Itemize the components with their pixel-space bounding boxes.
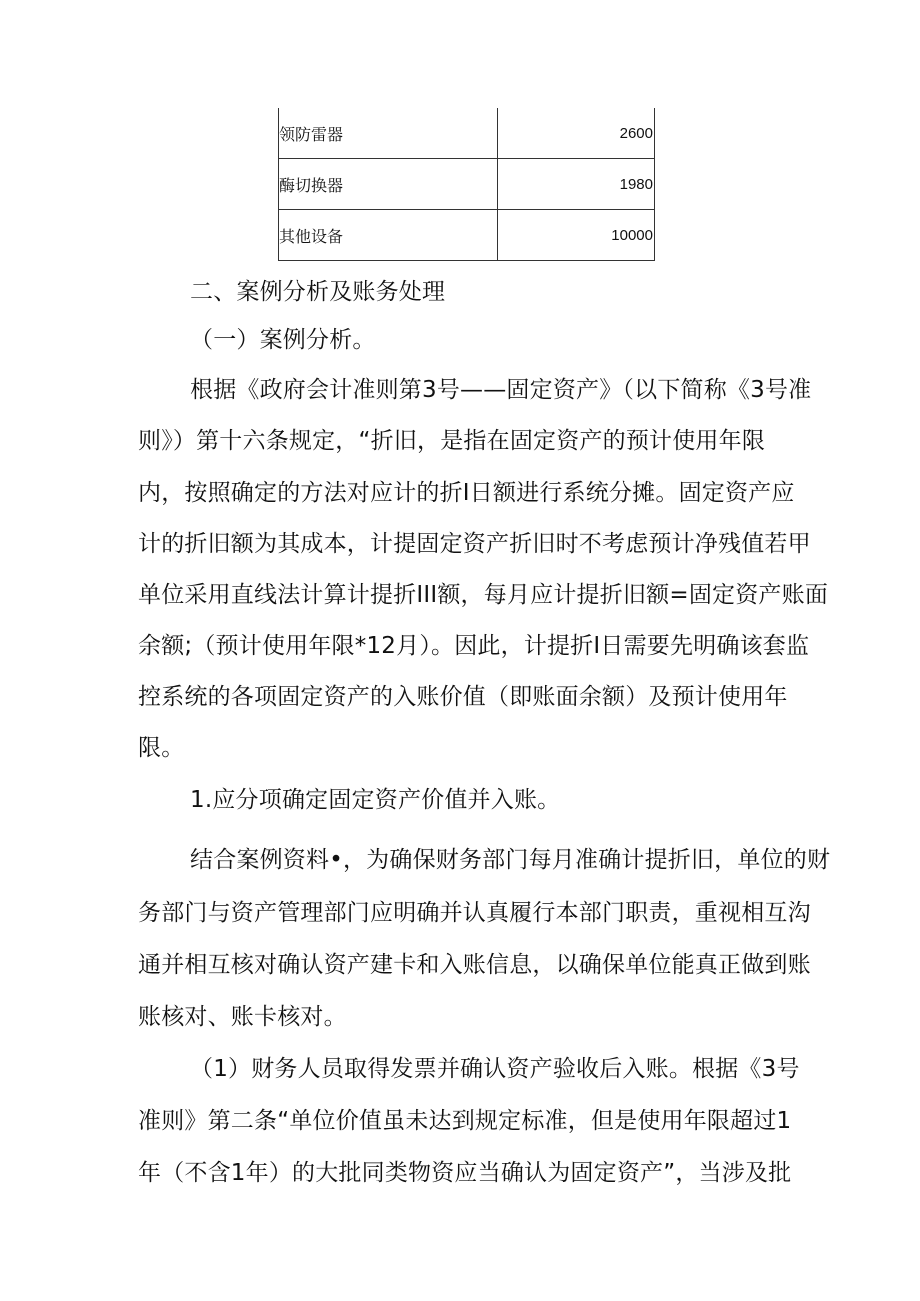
equipment-name: 其他设备 <box>279 210 498 260</box>
equipment-table <box>278 108 655 261</box>
paragraph-line: （1）财务人员取得发票并确认资产验收后入账。根据《3号 <box>190 1056 800 1082</box>
paragraph-line: 年（不含1年）的大批同类物资应当确认为固定资产”，当涉及批 <box>138 1160 792 1186</box>
paragraph-line: 计的折旧额为其成本，计提固定资产折旧时不考虑预计净残值若甲 <box>138 531 811 557</box>
equipment-name: 酶切换器 <box>279 159 498 209</box>
paragraph-line: 单位采用直线法计算计提折III额，每月应计提折旧额=固定资产账面 <box>138 582 829 608</box>
table-row <box>279 210 654 261</box>
paragraph-line: 则》）第十六条规定，“折旧，是指在固定资产的预计使用年限 <box>138 428 766 454</box>
section-heading: 二、案例分析及账务处理 <box>190 279 446 305</box>
equipment-value: 2600 <box>619 124 653 142</box>
paragraph-line: 控系统的各项固定资产的入账价值（即账面余额）及预计使用年 <box>138 684 788 710</box>
equipment-value: 1980 <box>619 175 653 193</box>
paragraph-line: 结合案例资料•，为确保财务部门每月准确计提折旧，单位的财 <box>190 847 831 873</box>
paragraph-line: 通并相互核对确认资产建卡和入账信息，以确保单位能真正做到账 <box>138 952 811 978</box>
paragraph-line: 准则》第二条“单位价值虽未达到规定标准，但是使用年限超过1 <box>138 1108 792 1134</box>
paragraph-line: 务部门与资产管理部门应明确并认真履行本部门职责，重视相互沟 <box>138 900 811 926</box>
item-heading: 1.应分项确定固定资产价值并入账。 <box>190 787 561 813</box>
table-row <box>279 108 654 159</box>
equipment-value: 10000 <box>611 226 653 244</box>
paragraph-line: 账核对、账卡核对。 <box>138 1004 347 1030</box>
paragraph-line: 限。 <box>138 735 185 761</box>
table-row <box>279 159 654 210</box>
equipment-name: 领防雷器 <box>279 108 498 158</box>
paragraph-line: 余额;（预计使用年限*12月）。因此，计提折I日需要先明确该套监 <box>138 633 810 659</box>
paragraph-line: 内，按照确定的方法对应计的折I日额进行系统分摊。固定资产应 <box>138 480 795 506</box>
paragraph-line: 根据《政府会计准则第3号——固定资产》（以下简称《3号准 <box>190 377 812 403</box>
subheading: （一）案例分析。 <box>190 327 376 353</box>
